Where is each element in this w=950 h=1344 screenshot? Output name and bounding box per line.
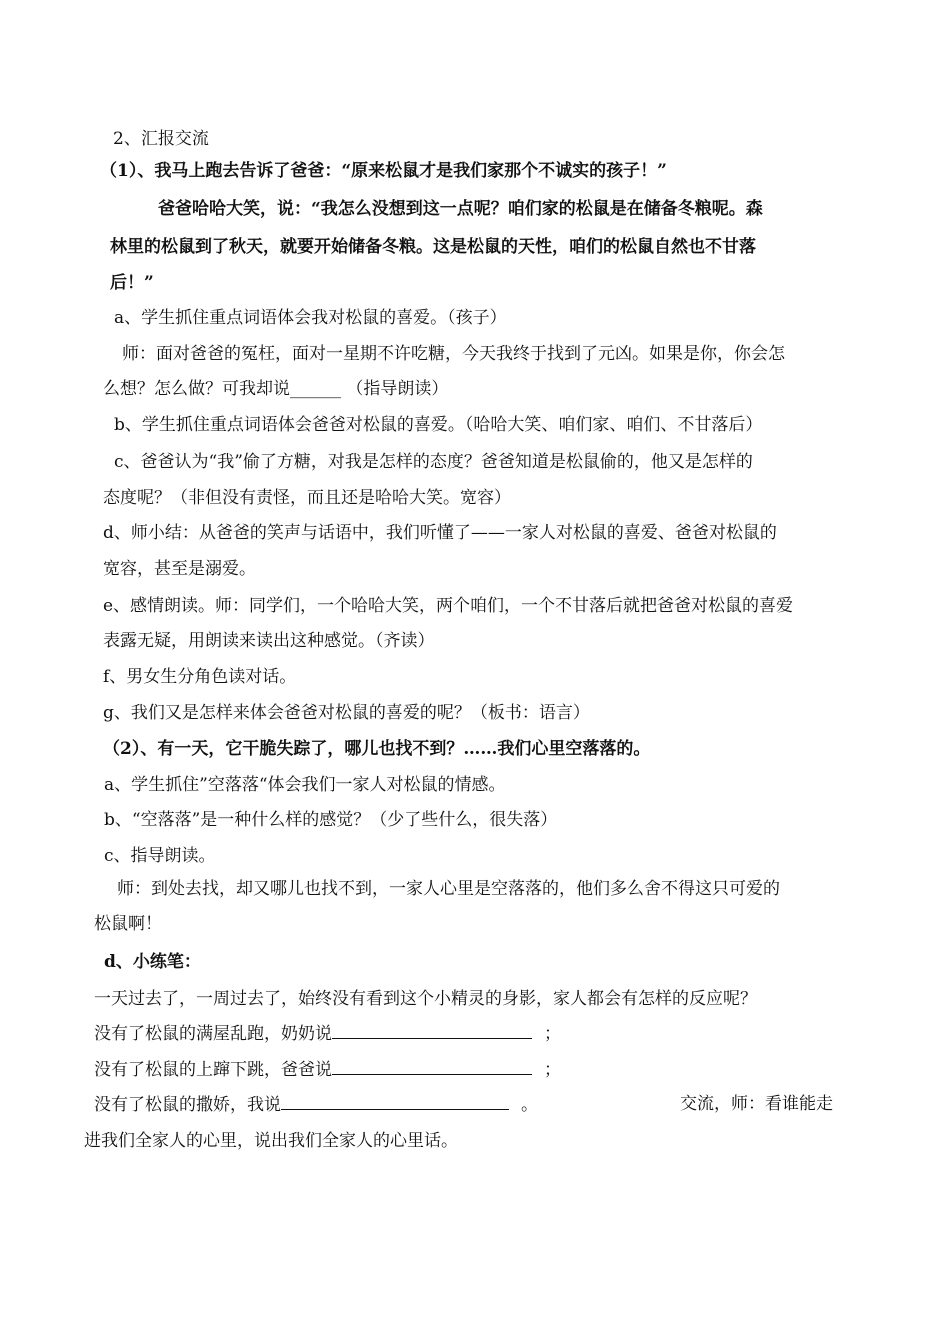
- teacher-2-line-1: 师：到处去找，却又哪儿也找不到，一家人心里是空落落的，他们多么舍不得这只可爱的: [117, 879, 780, 899]
- quote-1-line-1: （1）、我马上跑去告诉了爸爸：“原来松鼠才是我们家那个不诚实的孩子！”: [100, 161, 667, 181]
- practice-exchange: 交流，师：看谁能走: [680, 1094, 833, 1114]
- teacher-2-line-2: 松鼠啊！: [94, 914, 162, 934]
- item-c-1-line-1: c、爸爸认为“我”偷了方糖，对我是怎样的态度？爸爸知道是松鼠偷的，他又是怎样的: [114, 452, 753, 472]
- item-b-2: b、“空落落”是一种什么样的感觉？（少了些什么，很失落）: [104, 810, 558, 830]
- me-answer-blank[interactable]: [281, 1093, 509, 1110]
- practice-closing: 进我们全家人的心里，说出我们全家人的心里话。: [84, 1131, 458, 1151]
- item-g-1: g、我们又是怎样来体会爸爸对松鼠的喜爱的呢？（板书：语言）: [103, 703, 590, 723]
- practice-dad-prompt: 没有了松鼠的上蹿下跳，爸爸说: [94, 1060, 332, 1080]
- item-d-1-line-2: 宽容，甚至是溺爱。: [103, 559, 256, 579]
- item-c-2: c、指导朗读。: [104, 846, 216, 866]
- item-a-1: a、学生抓住重点词语体会我对松鼠的喜爱。（孩子）: [114, 308, 507, 328]
- practice-grandma-line: [94, 1022, 561, 1045]
- item-f-1: f、男女生分角色读对话。: [103, 667, 297, 687]
- practice-grandma-end: ；: [544, 1024, 561, 1044]
- practice-grandma-prompt: 没有了松鼠的满屋乱跑，奶奶说: [94, 1024, 332, 1044]
- teacher-1-line-1: 师：面对爸爸的冤枉，面对一星期不许吃糖，今天我终于找到了元凶。如果是你，你会怎: [122, 344, 785, 364]
- grandma-answer-blank[interactable]: [332, 1022, 532, 1039]
- quote-1-line-3: 林里的松鼠到了秋天，就要开始储备冬粮。这是松鼠的天性，咱们的松鼠自然也不甘落: [110, 237, 756, 257]
- item-a-2: a、学生抓住”空落落“体会我们一家人对松鼠的情感。: [104, 775, 506, 795]
- item-e-1-line-1: e、感情朗读。师：同学们，一个哈哈大笑，两个咱们，一个不甘落后就把爸爸对松鼠的喜爱: [103, 596, 794, 616]
- quote-1-line-4: 后！”: [110, 273, 154, 293]
- practice-me-line: [94, 1093, 538, 1116]
- practice-me-end: 。: [521, 1095, 538, 1115]
- item-d-1-line-1: d、师小结：从爸爸的笑声与话语中，我们听懂了——一家人对松鼠的喜爱、爸爸对松鼠的: [103, 523, 777, 543]
- item-c-1-line-2: 态度呢？（非但没有责怪，而且还是哈哈大笑。宽容）: [103, 488, 511, 508]
- quote-1-line-2: 爸爸哈哈大笑，说：“我怎么没想到这一点呢？咱们家的松鼠是在储备冬粮呢。森: [158, 199, 763, 219]
- item-e-1-line-2: 表露无疑，用朗读来读出这种感觉。（齐读）: [103, 631, 435, 651]
- teacher-1-line-2: 么想？怎么做？可我却说______ （指导朗读）: [103, 379, 449, 399]
- item-d-2: d、小练笔：: [104, 952, 201, 972]
- item-b-1: b、学生抓住重点词语体会爸爸对松鼠的喜爱。（哈哈大笑、咱们家、咱们、不甘落后）: [114, 415, 763, 435]
- practice-dad-line: [94, 1058, 561, 1081]
- quote-2: （2）、有一天，它干脆失踪了，哪儿也找不到？……我们心里空落落的。: [103, 739, 651, 759]
- section-heading: 2、汇报交流: [113, 129, 209, 149]
- practice-dad-end: ；: [544, 1060, 561, 1080]
- practice-me-prompt: 没有了松鼠的撒娇，我说: [94, 1095, 281, 1115]
- dad-answer-blank[interactable]: [332, 1058, 532, 1075]
- practice-intro: 一天过去了，一周过去了，始终没有看到这个小精灵的身影，家人都会有怎样的反应呢？: [94, 989, 757, 1009]
